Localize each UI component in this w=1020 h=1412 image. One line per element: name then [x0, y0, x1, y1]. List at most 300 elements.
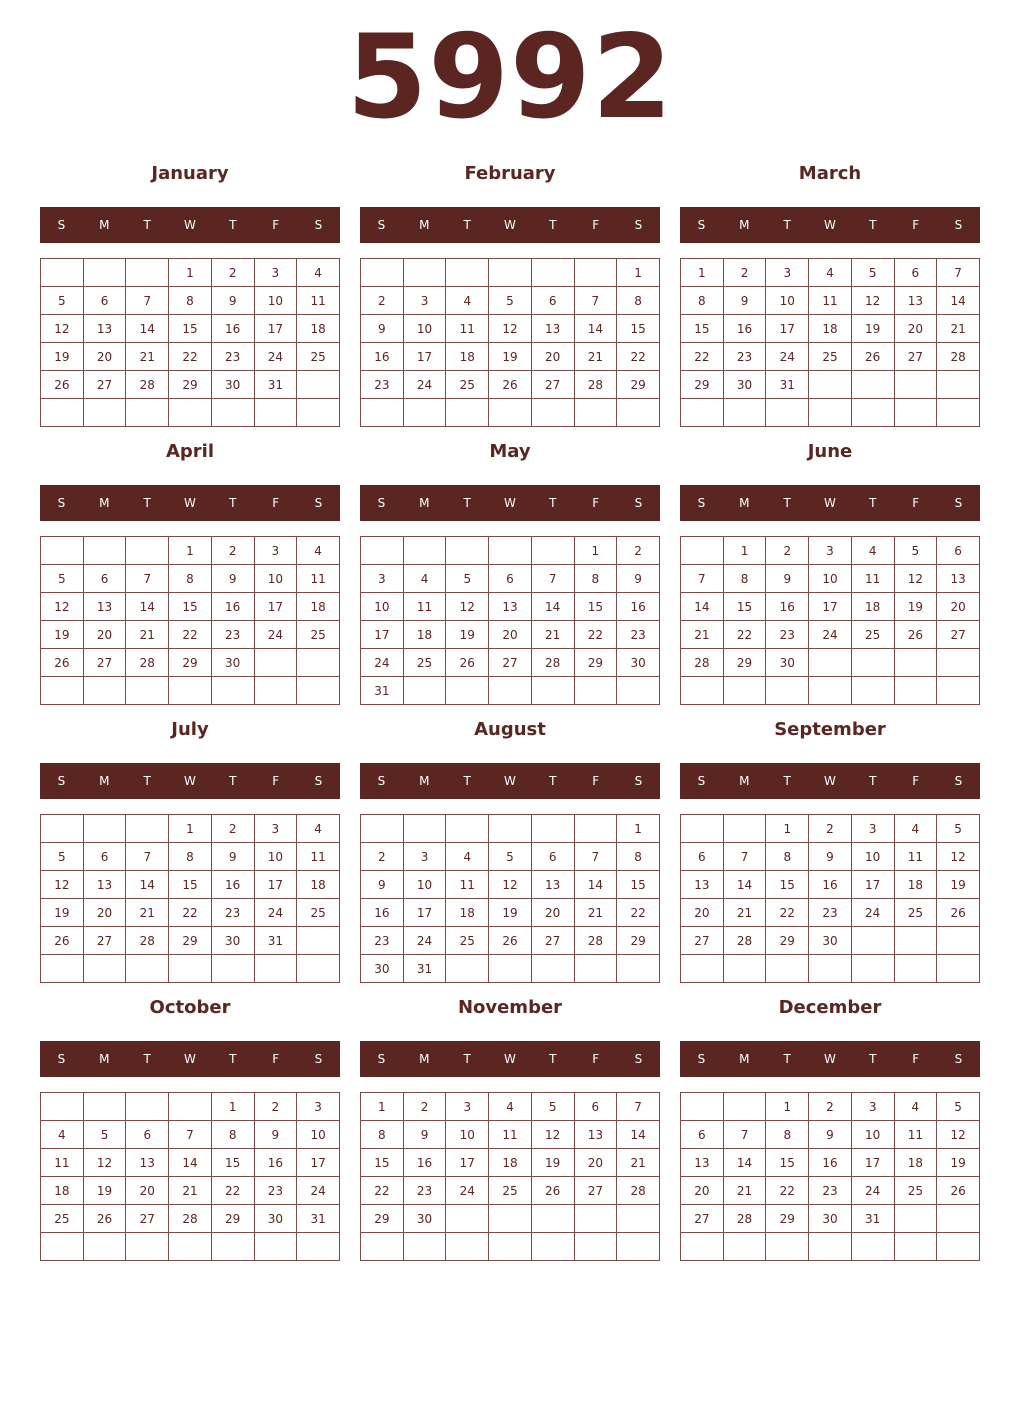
day-cell: 13: [937, 565, 980, 593]
day-cell: 1: [169, 259, 212, 287]
empty-day-cell: [937, 1205, 980, 1233]
day-cell: 30: [254, 1205, 297, 1233]
day-cell: 3: [297, 1093, 340, 1121]
week-row: [361, 815, 660, 843]
day-cell: 18: [809, 315, 852, 343]
weekday-label: F: [912, 496, 920, 510]
day-cell: 13: [126, 1149, 169, 1177]
weekday-label: M: [739, 774, 750, 788]
empty-day-cell: [574, 815, 617, 843]
weekday-label: T: [143, 1052, 151, 1066]
empty-day-cell: [446, 399, 489, 427]
weekday-label: S: [57, 774, 66, 788]
weekday-label: T: [549, 496, 557, 510]
day-cell: 13: [83, 871, 126, 899]
days-grid: [360, 814, 660, 983]
weekday-label: T: [783, 774, 791, 788]
day-cell: 11: [41, 1149, 84, 1177]
day-cell: 24: [254, 343, 297, 371]
empty-day-cell: [894, 649, 937, 677]
day-cell: 13: [489, 593, 532, 621]
day-cell: 10: [254, 843, 297, 871]
day-cell: 25: [297, 621, 340, 649]
day-cell: 9: [809, 1121, 852, 1149]
day-cell: 24: [254, 899, 297, 927]
day-cell: 5: [41, 843, 84, 871]
month-november: [360, 996, 660, 1260]
weekday-header: [360, 485, 660, 521]
empty-day-cell: [254, 399, 297, 427]
weekday-label: W: [184, 774, 196, 788]
weekday-label: W: [504, 496, 516, 510]
day-cell: 15: [574, 593, 617, 621]
empty-day-cell: [126, 537, 169, 565]
day-cell: 23: [766, 621, 809, 649]
month-name: May: [489, 441, 531, 462]
day-cell: 16: [361, 899, 404, 927]
empty-day-cell: [766, 399, 809, 427]
day-cell: 26: [41, 927, 84, 955]
empty-day-cell: [297, 1233, 340, 1261]
week-row: [41, 955, 340, 983]
day-cell: 24: [297, 1177, 340, 1205]
empty-day-cell: [489, 1205, 532, 1233]
day-cell: 26: [531, 1177, 574, 1205]
day-cell: 25: [297, 343, 340, 371]
day-cell: 21: [574, 899, 617, 927]
day-cell: 19: [937, 1149, 980, 1177]
day-cell: 16: [254, 1149, 297, 1177]
day-cell: 21: [617, 1149, 660, 1177]
empty-day-cell: [41, 1093, 84, 1121]
day-cell: 10: [297, 1121, 340, 1149]
weekday-label: S: [697, 1052, 706, 1066]
weekday-label: W: [504, 1052, 516, 1066]
day-cell: 30: [211, 927, 254, 955]
empty-day-cell: [574, 955, 617, 983]
weekday-label: M: [419, 496, 430, 510]
empty-day-cell: [723, 399, 766, 427]
day-cell: 6: [574, 1093, 617, 1121]
day-cell: 19: [446, 621, 489, 649]
day-cell: 23: [809, 899, 852, 927]
weekday-label: T: [869, 774, 877, 788]
empty-day-cell: [681, 1093, 724, 1121]
week-row: [41, 815, 340, 843]
week-row: [361, 677, 660, 705]
day-cell: 30: [809, 1205, 852, 1233]
day-cell: 28: [681, 649, 724, 677]
empty-day-cell: [894, 677, 937, 705]
empty-day-cell: [126, 1093, 169, 1121]
year-title: 5992: [346, 10, 674, 145]
day-cell: 3: [254, 259, 297, 287]
empty-day-cell: [851, 1233, 894, 1261]
day-cell: 28: [574, 927, 617, 955]
day-cell: 9: [403, 1121, 446, 1149]
day-cell: 12: [41, 315, 84, 343]
empty-day-cell: [851, 649, 894, 677]
day-cell: 19: [489, 343, 532, 371]
day-cell: 18: [894, 1149, 937, 1177]
day-cell: 2: [403, 1093, 446, 1121]
empty-day-cell: [489, 955, 532, 983]
weekday-header: [40, 485, 340, 521]
empty-day-cell: [297, 927, 340, 955]
day-cell: 31: [403, 955, 446, 983]
empty-day-cell: [937, 399, 980, 427]
week-row: [41, 899, 340, 927]
day-cell: 26: [894, 621, 937, 649]
weekday-header: [360, 763, 660, 799]
month-december: [680, 996, 980, 1260]
day-cell: 29: [723, 649, 766, 677]
empty-day-cell: [361, 537, 404, 565]
weekday-label: W: [504, 774, 516, 788]
day-cell: 9: [723, 287, 766, 315]
day-cell: 5: [489, 287, 532, 315]
day-cell: 9: [617, 565, 660, 593]
day-cell: 13: [83, 315, 126, 343]
day-cell: 22: [766, 899, 809, 927]
empty-day-cell: [83, 815, 126, 843]
day-cell: 10: [361, 593, 404, 621]
weekday-label: W: [824, 218, 836, 232]
day-cell: 24: [446, 1177, 489, 1205]
day-cell: 15: [169, 315, 212, 343]
day-cell: 22: [169, 621, 212, 649]
day-cell: 19: [489, 899, 532, 927]
day-cell: 29: [766, 927, 809, 955]
weekday-label: M: [739, 1052, 750, 1066]
empty-day-cell: [446, 677, 489, 705]
day-cell: 1: [211, 1093, 254, 1121]
empty-day-cell: [617, 1233, 660, 1261]
empty-day-cell: [894, 1233, 937, 1261]
day-cell: 3: [766, 259, 809, 287]
day-cell: 2: [211, 815, 254, 843]
empty-day-cell: [766, 955, 809, 983]
week-row: [681, 399, 980, 427]
month-march: [680, 162, 980, 426]
day-cell: 1: [169, 815, 212, 843]
day-cell: 24: [851, 899, 894, 927]
empty-day-cell: [169, 677, 212, 705]
day-cell: 1: [617, 815, 660, 843]
empty-day-cell: [809, 399, 852, 427]
day-cell: 17: [403, 899, 446, 927]
empty-day-cell: [83, 677, 126, 705]
day-cell: 11: [446, 315, 489, 343]
weekday-label: F: [272, 218, 280, 232]
week-row: [361, 593, 660, 621]
empty-day-cell: [403, 1233, 446, 1261]
empty-day-cell: [531, 1233, 574, 1261]
day-cell: 10: [254, 565, 297, 593]
day-cell: 19: [41, 343, 84, 371]
empty-day-cell: [894, 927, 937, 955]
day-cell: 18: [489, 1149, 532, 1177]
day-cell: 16: [403, 1149, 446, 1177]
day-cell: 25: [809, 343, 852, 371]
day-cell: 1: [617, 259, 660, 287]
day-cell: 21: [574, 343, 617, 371]
day-cell: 24: [766, 343, 809, 371]
day-cell: 13: [83, 593, 126, 621]
day-cell: 9: [809, 843, 852, 871]
day-cell: 30: [361, 955, 404, 983]
day-cell: 11: [297, 843, 340, 871]
day-cell: 20: [126, 1177, 169, 1205]
day-cell: 25: [894, 899, 937, 927]
day-cell: 18: [297, 593, 340, 621]
day-cell: 31: [766, 371, 809, 399]
day-cell: 5: [851, 259, 894, 287]
day-cell: 29: [574, 649, 617, 677]
weekday-header: [680, 763, 980, 799]
day-cell: 2: [766, 537, 809, 565]
day-cell: 14: [169, 1149, 212, 1177]
day-cell: 5: [894, 537, 937, 565]
empty-day-cell: [126, 399, 169, 427]
week-row: [361, 649, 660, 677]
weekday-label: S: [314, 1052, 323, 1066]
weekday-header: [40, 763, 340, 799]
day-cell: 11: [894, 1121, 937, 1149]
day-cell: 20: [894, 315, 937, 343]
empty-day-cell: [681, 815, 724, 843]
weekday-label: S: [634, 218, 643, 232]
day-cell: 6: [83, 287, 126, 315]
empty-day-cell: [446, 955, 489, 983]
day-cell: 13: [681, 871, 724, 899]
empty-day-cell: [446, 259, 489, 287]
weekday-label: S: [634, 774, 643, 788]
weekday-label: S: [314, 218, 323, 232]
day-cell: 20: [531, 899, 574, 927]
empty-day-cell: [126, 677, 169, 705]
empty-day-cell: [403, 537, 446, 565]
week-row: [681, 371, 980, 399]
day-cell: 2: [361, 843, 404, 871]
empty-day-cell: [489, 677, 532, 705]
day-cell: 3: [361, 565, 404, 593]
week-row: [41, 315, 340, 343]
week-row: [41, 843, 340, 871]
weekday-label: S: [954, 218, 963, 232]
weekday-label: T: [229, 218, 237, 232]
day-cell: 4: [297, 537, 340, 565]
weekday-label: T: [229, 774, 237, 788]
empty-day-cell: [169, 399, 212, 427]
month-name: November: [457, 997, 563, 1018]
day-cell: 14: [126, 871, 169, 899]
day-cell: 21: [937, 315, 980, 343]
week-row: [681, 955, 980, 983]
day-cell: 4: [489, 1093, 532, 1121]
day-cell: 6: [681, 1121, 724, 1149]
day-cell: 8: [766, 843, 809, 871]
weekday-label: T: [463, 496, 471, 510]
days-grid: [680, 1092, 980, 1261]
day-cell: 24: [254, 621, 297, 649]
month-name: September: [774, 719, 886, 740]
day-cell: 8: [169, 287, 212, 315]
day-cell: 26: [41, 371, 84, 399]
day-cell: 7: [937, 259, 980, 287]
empty-day-cell: [297, 649, 340, 677]
day-cell: 13: [681, 1149, 724, 1177]
weekday-label: S: [377, 496, 386, 510]
day-cell: 18: [41, 1177, 84, 1205]
day-cell: 19: [83, 1177, 126, 1205]
weekday-label: T: [463, 774, 471, 788]
empty-day-cell: [937, 927, 980, 955]
weekday-label: T: [783, 1052, 791, 1066]
day-cell: 2: [809, 815, 852, 843]
days-grid: [40, 814, 340, 983]
day-cell: 8: [574, 565, 617, 593]
day-cell: 13: [894, 287, 937, 315]
empty-day-cell: [489, 815, 532, 843]
day-cell: 16: [211, 593, 254, 621]
week-row: [681, 871, 980, 899]
day-cell: 11: [297, 287, 340, 315]
empty-day-cell: [937, 371, 980, 399]
month-february: [360, 162, 660, 426]
day-cell: 7: [126, 843, 169, 871]
week-row: [681, 1149, 980, 1177]
empty-day-cell: [617, 1205, 660, 1233]
day-cell: 23: [723, 343, 766, 371]
day-cell: 24: [403, 371, 446, 399]
day-cell: 7: [681, 565, 724, 593]
day-cell: 7: [531, 565, 574, 593]
weekday-label: T: [869, 496, 877, 510]
day-cell: 8: [723, 565, 766, 593]
week-row: [681, 259, 980, 287]
day-cell: 21: [723, 899, 766, 927]
day-cell: 30: [211, 649, 254, 677]
day-cell: 15: [361, 1149, 404, 1177]
day-cell: 3: [403, 843, 446, 871]
empty-day-cell: [681, 399, 724, 427]
weekday-label: M: [739, 496, 750, 510]
day-cell: 12: [41, 871, 84, 899]
weekday-header: [360, 207, 660, 243]
day-cell: 23: [254, 1177, 297, 1205]
day-cell: 18: [297, 871, 340, 899]
day-cell: 14: [126, 315, 169, 343]
day-cell: 31: [851, 1205, 894, 1233]
day-cell: 9: [361, 315, 404, 343]
weekday-label: S: [697, 496, 706, 510]
week-row: [361, 399, 660, 427]
empty-day-cell: [211, 677, 254, 705]
day-cell: 24: [361, 649, 404, 677]
empty-day-cell: [126, 259, 169, 287]
weekday-label: S: [314, 774, 323, 788]
day-cell: 18: [851, 593, 894, 621]
day-cell: 20: [531, 343, 574, 371]
day-cell: 21: [723, 1177, 766, 1205]
day-cell: 2: [723, 259, 766, 287]
empty-day-cell: [126, 1233, 169, 1261]
day-cell: 25: [297, 899, 340, 927]
day-cell: 21: [126, 621, 169, 649]
week-row: [361, 1233, 660, 1261]
day-cell: 6: [531, 287, 574, 315]
empty-day-cell: [574, 1205, 617, 1233]
empty-day-cell: [83, 259, 126, 287]
day-cell: 27: [83, 649, 126, 677]
empty-day-cell: [489, 537, 532, 565]
day-cell: 19: [894, 593, 937, 621]
week-row: [41, 677, 340, 705]
day-cell: 28: [169, 1205, 212, 1233]
day-cell: 11: [446, 871, 489, 899]
day-cell: 25: [41, 1205, 84, 1233]
empty-day-cell: [254, 955, 297, 983]
weekday-label: M: [99, 1052, 110, 1066]
day-cell: 4: [851, 537, 894, 565]
day-cell: 11: [851, 565, 894, 593]
weekday-label: S: [377, 1052, 386, 1066]
day-cell: 1: [169, 537, 212, 565]
month-name: March: [798, 163, 862, 184]
empty-day-cell: [681, 955, 724, 983]
day-cell: 2: [211, 259, 254, 287]
day-cell: 30: [723, 371, 766, 399]
empty-day-cell: [723, 955, 766, 983]
empty-day-cell: [297, 399, 340, 427]
day-cell: 31: [254, 927, 297, 955]
day-cell: 20: [681, 899, 724, 927]
day-cell: 17: [254, 593, 297, 621]
day-cell: 5: [531, 1093, 574, 1121]
day-cell: 10: [851, 1121, 894, 1149]
day-cell: 10: [766, 287, 809, 315]
day-cell: 21: [126, 343, 169, 371]
week-row: [681, 843, 980, 871]
day-cell: 7: [169, 1121, 212, 1149]
day-cell: 12: [851, 287, 894, 315]
day-cell: 10: [403, 871, 446, 899]
day-cell: 10: [446, 1121, 489, 1149]
day-cell: 18: [403, 621, 446, 649]
day-cell: 31: [254, 371, 297, 399]
day-cell: 10: [254, 287, 297, 315]
day-cell: 2: [809, 1093, 852, 1121]
day-cell: 29: [766, 1205, 809, 1233]
month-january: [40, 162, 340, 426]
day-cell: 8: [361, 1121, 404, 1149]
empty-day-cell: [531, 259, 574, 287]
day-cell: 16: [766, 593, 809, 621]
weekday-label: W: [824, 496, 836, 510]
day-cell: 12: [489, 871, 532, 899]
weekday-label: S: [57, 1052, 66, 1066]
weekday-label: W: [824, 774, 836, 788]
empty-day-cell: [489, 259, 532, 287]
day-cell: 6: [937, 537, 980, 565]
day-cell: 27: [937, 621, 980, 649]
day-cell: 4: [403, 565, 446, 593]
day-cell: 6: [681, 843, 724, 871]
day-cell: 6: [531, 843, 574, 871]
week-row: [681, 649, 980, 677]
empty-day-cell: [41, 677, 84, 705]
